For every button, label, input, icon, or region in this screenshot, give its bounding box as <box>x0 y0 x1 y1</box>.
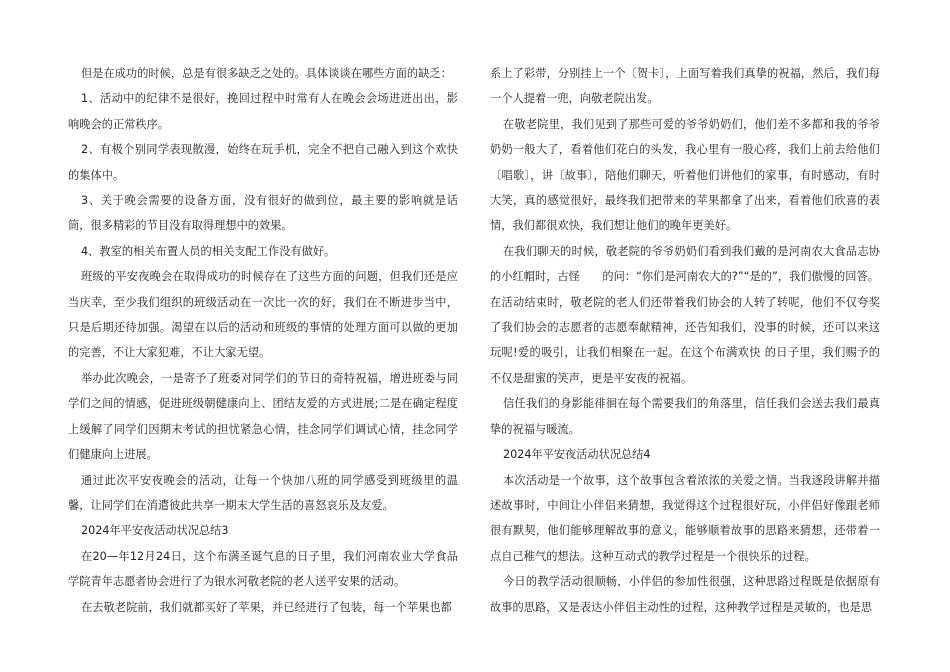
paragraph: 2、有极个别同学表现散漫，始终在玩手机，完全不把自己融入到这个欢快的集体中。 <box>68 143 458 182</box>
paragraph: 在去敬老院前，我们就都买好了苹果，并已经进行了包装，每一个苹果也都 <box>81 600 452 614</box>
right-column <box>490 61 880 620</box>
paragraph: 系上了彩带，分别挂上一个〔贺卡〕，上面写着我们真挚的祝福，然后，我们每一个人提着一兜，向敬老院出发。 <box>490 67 880 106</box>
section-heading: 2024年平安夜活动状况总结3 <box>81 524 229 538</box>
paragraph: 1、活动中的纪律不是很好，挽回过程中时常有人在晚会会场进进出出，影响晚会的正常秩序。 <box>68 92 458 131</box>
section-heading: 2024年平安夜活动状况总结4 <box>503 448 651 462</box>
paragraph: 在活动结束时，敬老院的老人们还带着我们协会的人转了转呢，他们不仅夸奖了我们协会的志愿者的志愿奉献精神，还告知我们，没事的时候，还可以来这玩呢!爱的吸引，让我们相聚在一起。在这个布满欢快 的日子里，我们赐予的不仅是甜蜜的笑声，更是平安夜的祝福。 <box>490 295 880 385</box>
paragraph: 3、关于晚会需要的设备方面，没有很好的做到位，最主要的影响就是话筒，很多精彩的节目没有取得理想中的效果。 <box>68 194 458 233</box>
paragraph: 本次活动是一个故事，这个故事包含着浓浓的关爱之情。当我逐段讲解并描述故事时，中间让小伴侣来猜想，我觉得这个过程很好玩，小伴侣好像跟老师很有默契，他们能够理解故事的意义，能够顺着故事的思路来猜想，还带着一点自己稚气的想法。这种互动式的教学过程是一个很快乐的过程。 <box>490 473 880 563</box>
paragraph: 通过此次平安夜晚会的活动，让每一个快加八班的同学感受到班级里的温馨，让同学们在消遣彼此共享一期末大学生活的喜怒哀乐及友爱。 <box>68 473 458 512</box>
paragraph: 4、教室的相关布置人员的相关支配工作没有做好。 <box>81 244 336 258</box>
left-column <box>68 61 458 620</box>
paragraph: 信任我们的身影能徘徊在每个需要我们的角落里，信任我们会送去我们最真挚的祝福与暖流。 <box>490 397 880 436</box>
paragraph: 但是在成功的时候，总是有很多缺乏之处的。具体谈谈在哪些方面的缺乏： <box>81 67 452 80</box>
paragraph: 在我们聊天的时候，敬老院的爷爷奶奶们看到我们戴的是河南农大食品志协的小红帽时，古怪 的问：“你们是河南农大的?”“是的”，我们傲慢的回答。 <box>490 244 880 284</box>
paragraph: 班级的平安夜晚会在取得成功的时候存在了这些方面的问题，但我们还是应当庆幸，至少我们组织的班级活动在一次比一次的好，我们在不断进步当中，只是后期还待加强。渴望在以后的活动和班级的事情的处理方面可以做的更加的完善，不让大家犯难，不让大家无望。 <box>68 270 458 360</box>
paragraph: 在20—年12月24日，这个布满圣诞气息的日子里，我们河南农业大学食品学院青年志愿者协会进行了为银水河敬老院的老人送平安果的活动。 <box>68 549 458 589</box>
paragraph: 在敬老院里，我们见到了那些可爱的爷爷奶奶们，他们差不多都和我的爷爷奶奶一般大了，看着他们花白的头发，我心里有一股心疼，我们上前去给他们〔唱歌〕，讲〔故事〕，陪他们聊天，听着他们讲他们的家事，有时感动，有时大笑，真的感觉很好，最终我们把带来的苹果都拿了出来，看着他们欣喜的表情，我们都很欢快，我们想让他们的晚年更美好。 <box>490 117 880 233</box>
paragraph: 今日的教学活动很顺畅，小伴侣的参加性很强，这种思路过程既是依据原有故事的思路，又是表达小伴侣主动性的过程，这种教学过程是灵敏的，也是思 <box>490 575 880 614</box>
paragraph: 举办此次晚会，一是寄予了班委对同学们的节日的奇特祝福，增进班委与同学们之间的情感，促进班级朝健康向上、团结友爱的方式进展;二是在确定程度上缓解了同学们因期末考试的担忧紧急心情，挂念同学们调试心情，挂念同学们健康向上进展。 <box>68 371 458 462</box>
